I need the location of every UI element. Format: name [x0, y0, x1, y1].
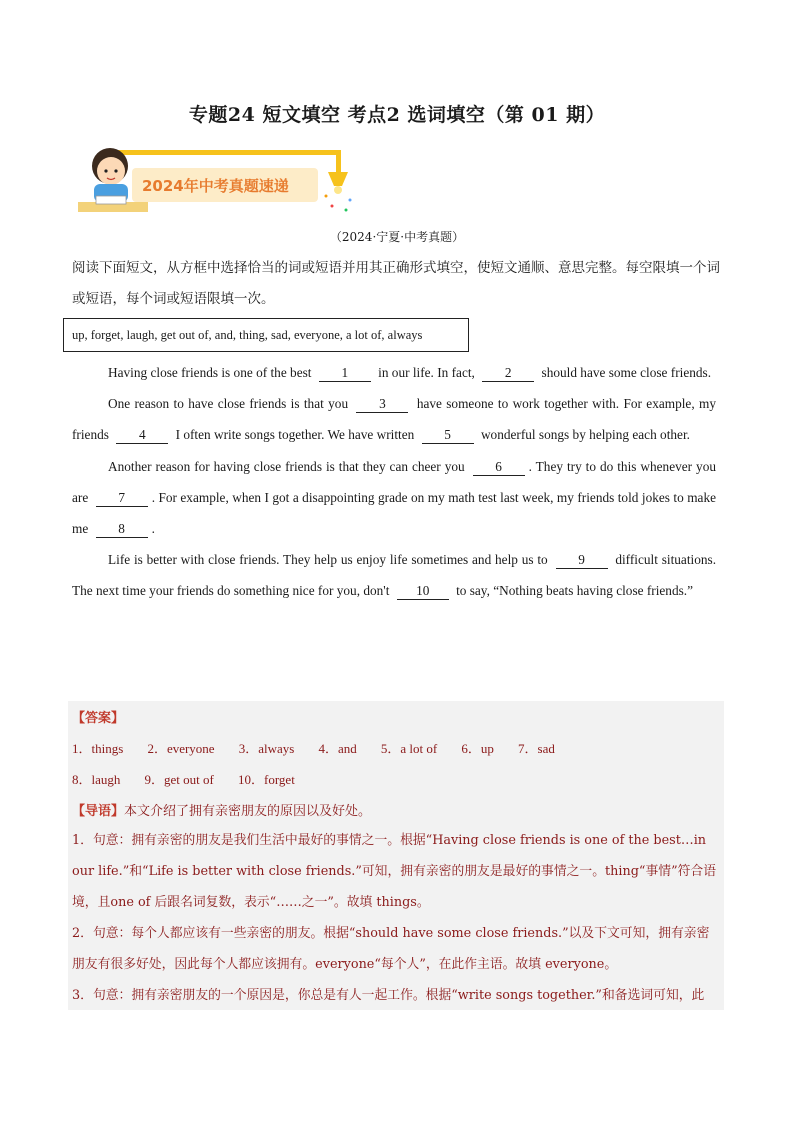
- child-face: [97, 157, 125, 185]
- answer-section: [68, 701, 724, 1010]
- blank-2: 2: [482, 365, 534, 382]
- guide-line: 【导语】本文介绍了拥有亲密朋友的原因以及好处。: [72, 804, 372, 819]
- answer-item: 1．things: [72, 741, 124, 756]
- answer-item: 7．sad: [518, 741, 555, 756]
- blank-7: 7: [96, 490, 148, 507]
- lamp-icon: [328, 172, 348, 186]
- answer-item: 4．and: [318, 741, 357, 756]
- book-icon: [96, 196, 126, 204]
- passage: [72, 357, 716, 607]
- paragraph-4: Life is better with close friends. They help us enjoy life sometimes and help us to 9 difficult situations. The next time your friends do something nice for you, don't 10 to say, “Nothing beats having close friends.”: [72, 552, 717, 599]
- answer-item: 3．always: [238, 741, 295, 756]
- blank-6: 6: [473, 459, 525, 476]
- explanation-2: 2．句意：每个人都应该有一些亲密的朋友。根据“should have some close friends.”以及下文可知，拥有亲密朋友有很多好处，因此每个人都应该拥有。everyone“每个人”，在此作主语。故填 everyone。: [72, 926, 710, 972]
- blank-8: 8: [96, 521, 148, 538]
- source-line: （2024·宁夏·中考真题）: [329, 230, 465, 244]
- blank-4: 4: [116, 427, 168, 444]
- paragraph-2: One reason to have close friends is that you 3 have someone to work together with. For example, my friends 4 I often write songs together. We have written 5 wonderful songs by helping each other.: [72, 396, 717, 443]
- banner-illustration: [70, 138, 360, 220]
- word-box: up, forget, laugh, get out of, and, thing, sad, everyone, a lot of, always: [63, 318, 469, 352]
- blank-1: 1: [319, 365, 371, 382]
- paragraph-3: Another reason for having close friends is that they can cheer you 6 . They try to do this whenever you are 7 . For example, when I got a disappointing grade on my math test last week, my friends told jokes to make me 8 .: [72, 458, 716, 537]
- answer-item: 8．laugh: [72, 772, 121, 787]
- blank-10: 10: [397, 583, 449, 600]
- answer-label: 【答案】: [72, 711, 125, 726]
- answer-row-1: [72, 738, 575, 757]
- blank-9: 9: [556, 552, 608, 569]
- explanation-1: 1．句意：拥有亲密的朋友是我们生活中最好的事情之一。根据“Having close friends is one of the best…in our life.”和“Life is better with close friends.”可知，拥有亲密的朋友是最好的事情之一。thing“事情”符合语境，且one of 后跟名词复数，表示“……之一”。故填 things。: [72, 833, 716, 910]
- paragraph-1: Having close friends is one of the best 1 in our life. In fact, 2 should have some close friends.: [108, 365, 712, 380]
- instructions: 阅读下面短文，从方框中选择恰当的词或短语并用其正确形式填空，使短文通顺、意思完整。每空限填一个词或短语，每个词或短语限填一次。: [72, 260, 720, 307]
- explanation-3: 3．句意：拥有亲密朋友的一个原因是，你总是有人一起工作。根据“write songs together.”和备选词可知，此: [72, 988, 705, 1003]
- banner-text: 2024年中考真题速递: [142, 177, 289, 195]
- answer-item: 9．get out of: [144, 772, 214, 787]
- blank-5: 5: [422, 427, 474, 444]
- answer-item: 10．forget: [238, 772, 295, 787]
- page-title: 专题24 短文填空 考点2 选词填空（第 01 期）: [188, 104, 606, 126]
- blank-3: 3: [356, 396, 408, 413]
- banner: [70, 138, 360, 220]
- answer-item: 5．a lot of: [380, 741, 438, 756]
- answer-item: 6．up: [461, 741, 494, 756]
- answer-row-2: [72, 769, 315, 788]
- answer-item: 2．everyone: [147, 741, 215, 756]
